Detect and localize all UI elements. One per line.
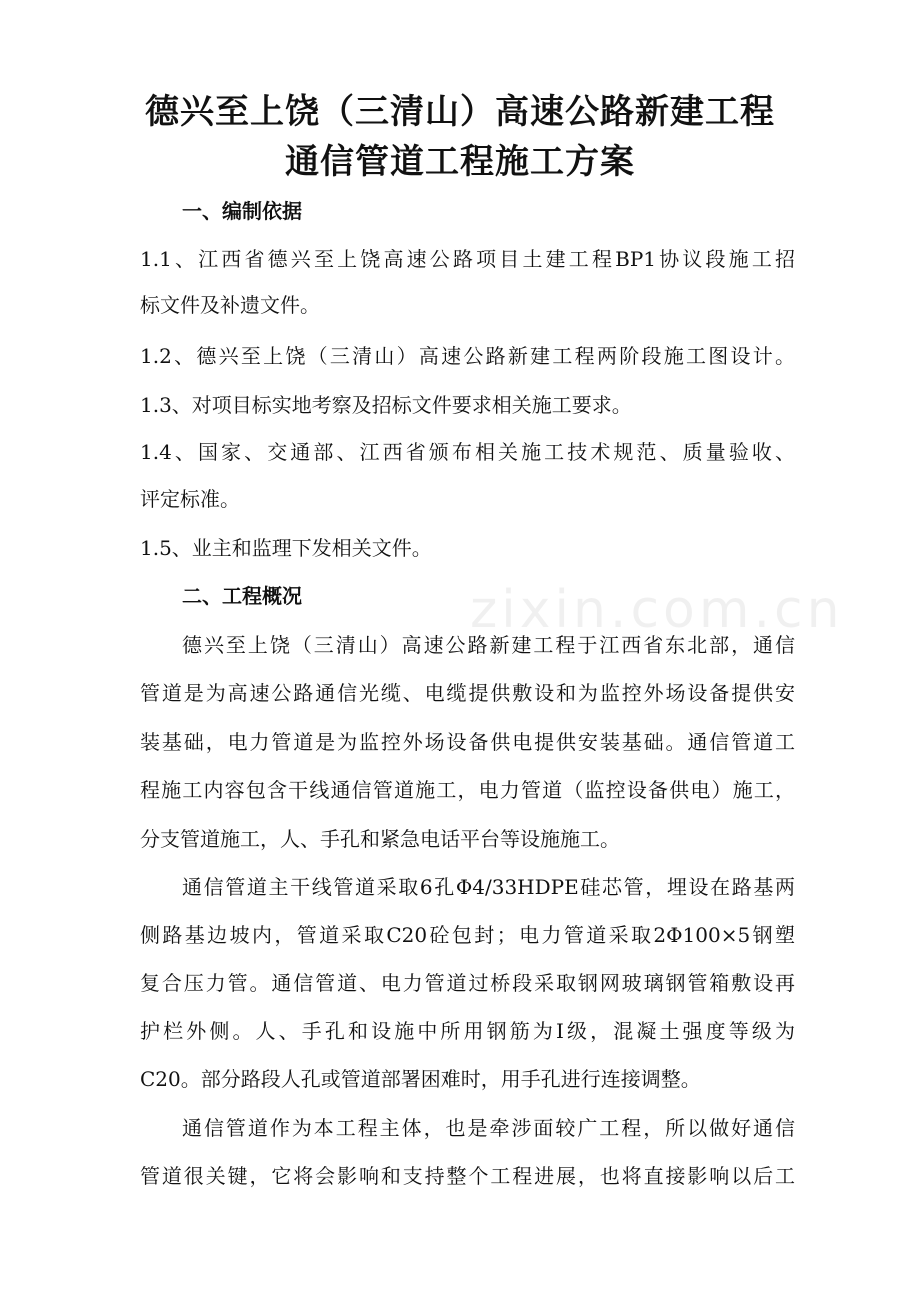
basis-item-1-1-cont: 标文件及补遗文件。 <box>140 293 320 317</box>
document-title-line2: 通信管道工程施工方案 <box>285 142 635 182</box>
overview-para2-line4: 护栏外侧。人、手孔和设施中所用钢筋为Ⅰ级，混凝土强度等级为 <box>140 1019 795 1043</box>
overview-para1-line5: 分支管道施工，人、手孔和紧急电话平台等设施施工。 <box>140 827 620 851</box>
document-title-line1: 德兴至上饶（三清山）高速公路新建工程 <box>145 92 775 132</box>
overview-para1-line3: 装基础，电力管道是为监控外场设备供电提供安装基础。通信管道工 <box>140 730 795 754</box>
section-heading-basis: 一、编制依据 <box>182 199 302 223</box>
basis-item-1-4-cont: 评定标准。 <box>140 487 240 511</box>
section-heading-overview: 二、工程概况 <box>182 584 302 608</box>
basis-item-1-3: 1.3、对项目标实地考察及招标文件要求相关施工要求。 <box>140 393 632 417</box>
overview-para2-line2: 侧路基边坡内，管道采取C20砼包封；电力管道采取2Φ100×5钢塑 <box>140 923 795 947</box>
overview-para2-line1: 通信管道主干线管道采取6孔Φ4/33HDPE硅芯管，埋设在路基两 <box>182 875 795 899</box>
basis-item-1-2: 1.2、德兴至上饶（三清山）高速公路新建工程两阶段施工图设计。 <box>140 344 795 368</box>
overview-para3-line2: 管道很关键，它将会影响和支持整个工程进展，也将直接影响以后工 <box>140 1164 795 1188</box>
overview-para2-line5: C20。部分路段人孔或管道部署困难时，用手孔进行连接调整。 <box>140 1067 701 1091</box>
watermark: zixin.com.cn <box>470 580 844 640</box>
basis-item-1-5: 1.5、业主和监理下发相关文件。 <box>140 536 432 560</box>
basis-item-1-4: 1.4、国家、交通部、江西省颁布相关施工技术规范、质量验收、 <box>140 440 795 464</box>
basis-item-1-1: 1.1、江西省德兴至上饶高速公路项目土建工程BP1协议段施工招 <box>140 247 795 271</box>
overview-para3-line1: 通信管道作为本工程主体，也是牵涉面较广工程，所以做好通信 <box>182 1116 795 1140</box>
overview-para2-line3: 复合压力管。通信管道、电力管道过桥段采取钢网玻璃钢管箱敷设再 <box>140 971 795 995</box>
overview-para1-line2: 管道是为高速公路通信光缆、电缆提供敷设和为监控外场设备提供安 <box>140 681 795 705</box>
overview-para1-line1: 德兴至上饶（三清山）高速公路新建工程于江西省东北部，通信 <box>182 633 795 657</box>
overview-para1-line4: 程施工内容包含干线通信管道施工，电力管道（监控设备供电）施工， <box>140 778 795 802</box>
